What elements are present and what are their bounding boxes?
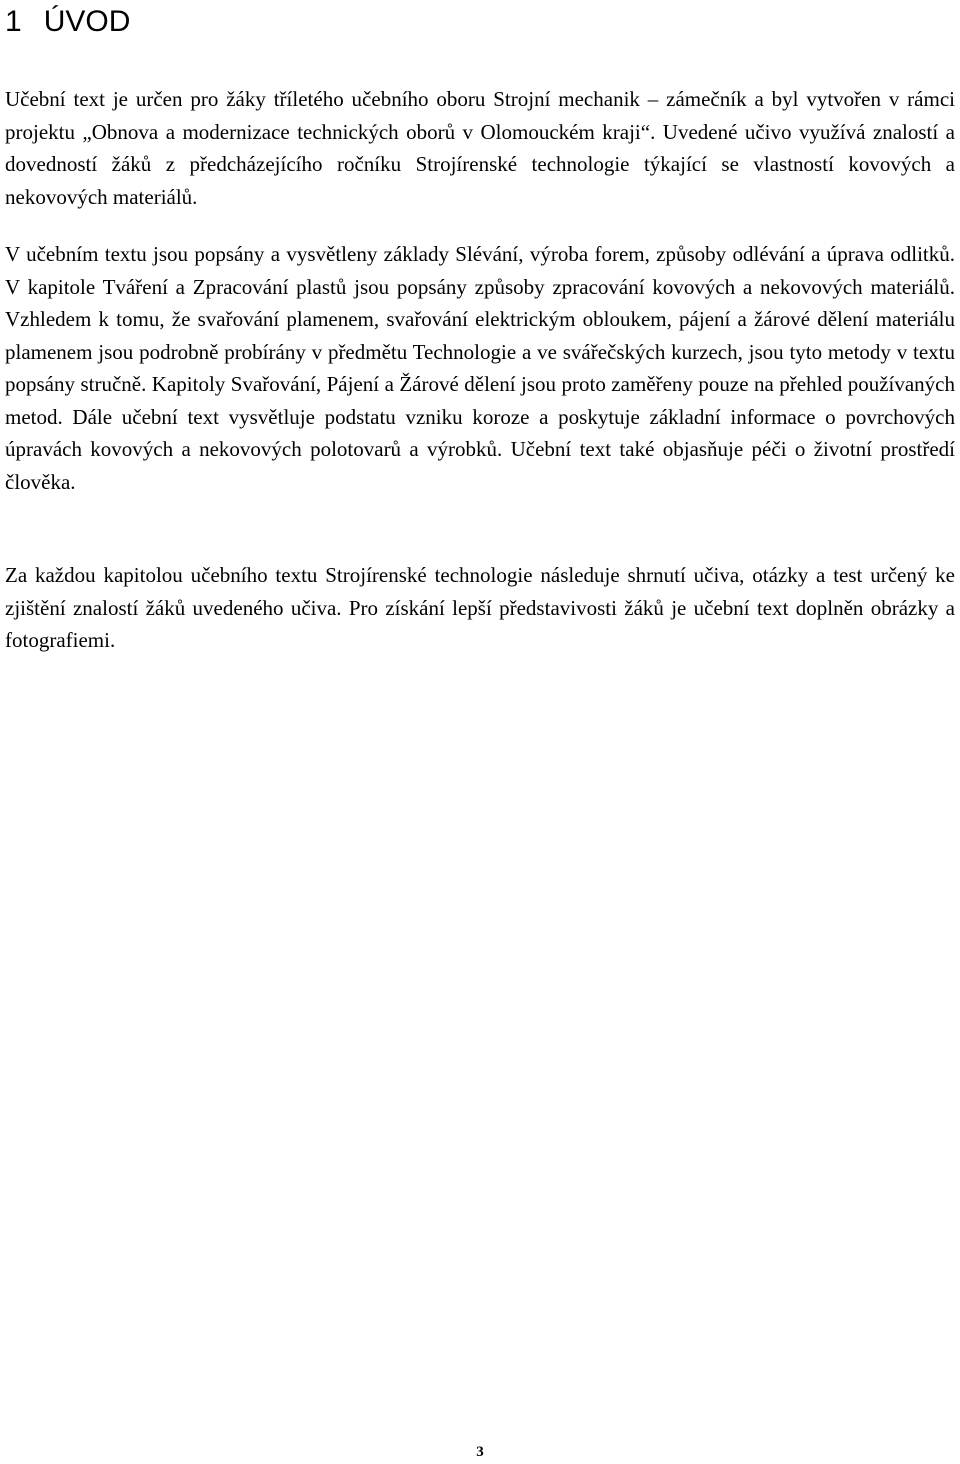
intro-paragraph: Učební text je určen pro žáky tříletého učebního oboru Strojní mechanik – zámečník a byl vytvořen v rámci projektu „Obnova a modernizace technických oborů v Olomouckém kraji“. Uvedené učivo využívá znalostí a dovedností žáků z předcházejícího ročníku Strojírenské technologie týkající se vlastností kovových a nekovových materiálů.: [5, 87, 955, 209]
structure-paragraph: Za každou kapitolou učebního textu Strojírenské technologie následuje shrnutí učiva, otázky a test určený ke zjištění znalostí žáků uvedeného učiva. Pro získání lepší představivosti žáků je učební text doplněn obrázky a fotografiemi.: [5, 563, 955, 652]
chapter-title: ÚVOD: [43, 5, 131, 38]
chapter-number: 1: [5, 5, 22, 38]
page-number: 3: [476, 1444, 484, 1460]
chapter-heading: [5, 2, 130, 42]
content-paragraph: V učebním textu jsou popsány a vysvětleny základy Slévání, výroba forem, způsoby odlévání a úprava odlitků. V kapitole Tváření a Zpracování plastů jsou popsány způsoby zpracování kovových a nekovových materiálů. Vzhledem k tomu, že svařování plamenem, svařování elektrickým obloukem, pájení a žárové dělení materiálu plamenem jsou podrobně probírány v předmětu Technologie a ve svářečských kurzech, jsou tyto metody v textu popsány stručně. Kapitoly Svařování, Pájení a Žárové dělení jsou proto zaměřeny pouze na přehled používaných metod. Dále učební text vysvětluje podstatu vzniku koroze a poskytuje základní informace o povrchových úpravách kovových a nekovových polotovarů a výrobků. Učební text také objasňuje péči o životní prostředí člověka.: [5, 242, 955, 494]
